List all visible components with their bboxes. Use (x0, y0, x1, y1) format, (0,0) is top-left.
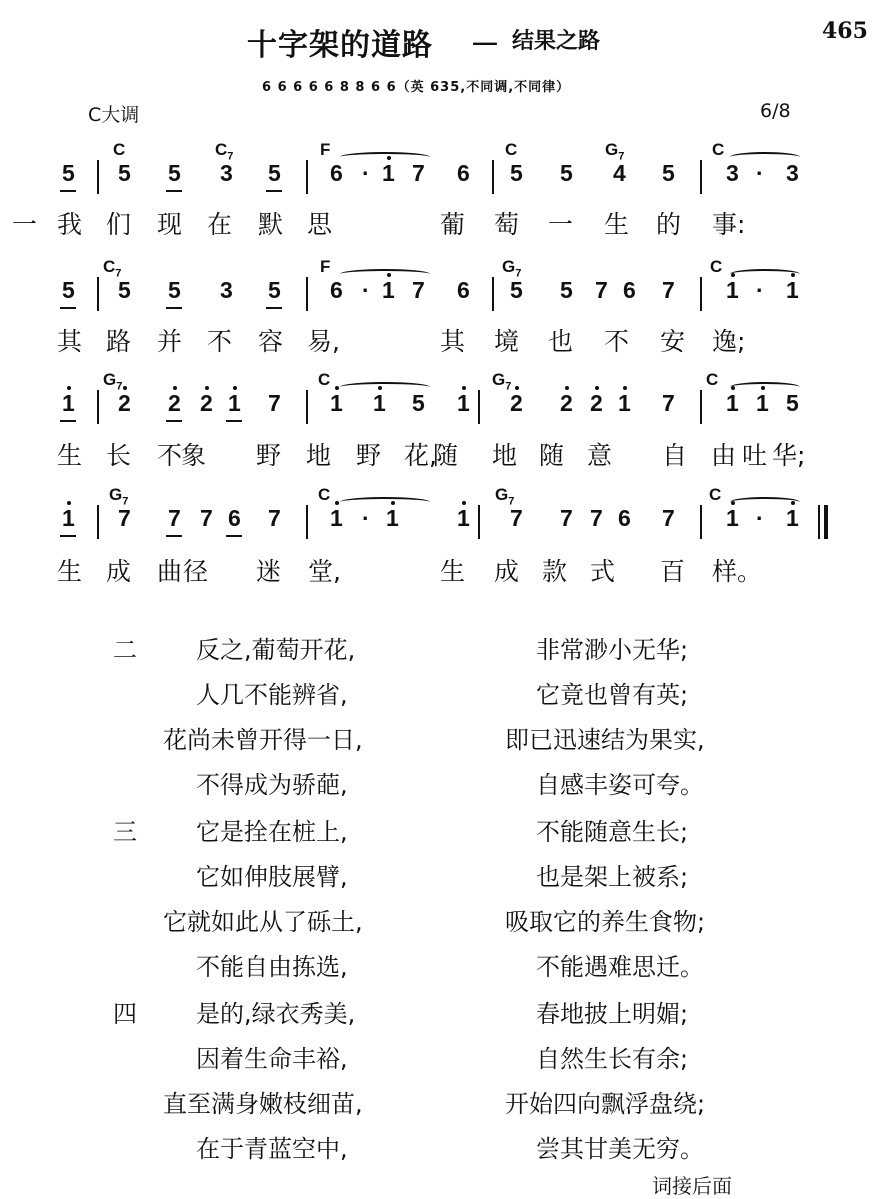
verse-line-left: 反之,葡萄开花, (196, 636, 356, 664)
verse-line-left: 因着生命丰裕, (196, 1045, 348, 1073)
note: 7 (412, 160, 425, 186)
note: 2 (168, 390, 181, 416)
title-dash: － (470, 28, 501, 63)
note: 3 (220, 277, 233, 303)
lyric-syllable: 百 (660, 557, 686, 586)
note: 5 (62, 277, 75, 303)
eighth-underline (166, 307, 182, 309)
note: 7 (268, 505, 281, 531)
chord-symbol: $G_7$ (495, 485, 515, 508)
chord-symbol: C (709, 485, 722, 504)
eighth-underline (226, 535, 242, 537)
verse-line-left: 在于青蓝空中, (196, 1135, 348, 1163)
note: 7 (118, 505, 131, 531)
lyric-syllable: 成 (106, 557, 132, 586)
note: 5 (268, 160, 281, 186)
note: 5 (168, 277, 181, 303)
bar-line (492, 160, 494, 194)
lyric-syllable: 生 (604, 210, 630, 239)
tie-slur (340, 497, 430, 507)
high-octave-dot (462, 386, 466, 390)
lyric-syllable: 在 (207, 210, 233, 239)
note: 1 (726, 390, 739, 416)
eighth-underline (60, 307, 76, 309)
meter-line: 6 6 6 6 6 8 8 6 6（英 635,不同调,不同律） (262, 80, 571, 95)
bar-line (700, 160, 702, 194)
bar-line (478, 505, 480, 539)
bar-line (700, 505, 702, 539)
final-bar-line (818, 505, 820, 539)
high-octave-dot (205, 386, 209, 390)
bar-line (306, 390, 308, 424)
eighth-underline (266, 307, 282, 309)
lyric-syllable: 径 (183, 557, 209, 586)
note: 6 (330, 160, 343, 186)
chord-symbol: F (320, 257, 331, 276)
lyric-syllable: 葡 (440, 210, 466, 239)
note: 1 (786, 277, 799, 303)
lyric-syllable: 默 (258, 210, 284, 239)
bar-line (306, 277, 308, 311)
note: 1 (756, 390, 769, 416)
bar-line (478, 390, 480, 424)
eighth-underline (266, 190, 282, 192)
note: 7 (662, 277, 675, 303)
lyric-syllable: 花, (404, 441, 437, 470)
note: 3 (726, 160, 739, 186)
chord-symbol: C (710, 257, 723, 276)
chord-symbol: C (706, 370, 719, 389)
lyric-syllable: 一 (12, 210, 38, 239)
bar-line (97, 505, 99, 539)
lyric-syllable: 逸; (712, 327, 746, 356)
high-octave-dot (462, 501, 466, 505)
note: 7 (200, 505, 213, 531)
high-octave-dot (565, 386, 569, 390)
eighth-underline (166, 190, 182, 192)
note: 7 (560, 505, 573, 531)
lyric-syllable: 易, (307, 327, 340, 356)
lyric-syllable: 迷 (256, 557, 282, 586)
note: 3 (786, 160, 799, 186)
bar-line (306, 505, 308, 539)
page-number: 465 (822, 18, 868, 44)
time-signature: 6/8 (760, 100, 791, 122)
verse-line-right: 自感丰姿可夸。 (536, 771, 704, 799)
note: 1 (228, 390, 241, 416)
note: 1 (618, 390, 631, 416)
note: 1 (382, 277, 395, 303)
lyric-syllable: 野 (356, 441, 382, 470)
chord-symbol: $G_7$ (605, 140, 625, 163)
eighth-underline (166, 420, 182, 422)
high-octave-dot (335, 501, 339, 505)
lyric-syllable: 我 (57, 210, 83, 239)
note: 1 (457, 505, 470, 531)
lyric-syllable: 自 (662, 441, 688, 470)
note: 7 (662, 390, 675, 416)
lyric-syllable: 长 (106, 441, 132, 470)
chord-symbol: $G_7$ (109, 485, 129, 508)
verse-line-left: 直至满身嫩枝细苗, (163, 1090, 363, 1118)
note: 1 (62, 390, 75, 416)
note: 7 (662, 505, 675, 531)
chord-symbol: $C_7$ (215, 140, 234, 163)
lyric-syllable: 其 (57, 327, 83, 356)
lyric-syllable: 其 (440, 327, 466, 356)
note: · (756, 277, 764, 303)
key-signature: C大调 (88, 104, 140, 126)
lyric-syllable: 安 (660, 327, 686, 356)
note: 5 (560, 160, 573, 186)
lyric-syllable: 成 (494, 557, 520, 586)
lyric-syllable: 不 (157, 441, 183, 470)
note: 5 (510, 277, 523, 303)
note: 1 (373, 390, 386, 416)
note: 7 (168, 505, 181, 531)
note: 7 (510, 505, 523, 531)
note: 2 (510, 390, 523, 416)
lyric-syllable: 事: (712, 210, 746, 239)
lyric-syllable: 华; (772, 441, 806, 470)
high-octave-dot (623, 386, 627, 390)
note: 2 (200, 390, 213, 416)
note: 6 (457, 160, 470, 186)
bar-line (97, 277, 99, 311)
note: 2 (590, 390, 603, 416)
note: 4 (613, 160, 626, 186)
bar-line (97, 160, 99, 194)
verse-line-right: 它竟也曾有英; (536, 681, 689, 709)
lyric-syllable: 野 (256, 441, 282, 470)
lyric-syllable: 地 (492, 441, 518, 470)
note: 1 (726, 505, 739, 531)
lyric-syllable: 式 (590, 557, 616, 586)
note: 5 (510, 160, 523, 186)
note: · (756, 505, 764, 531)
chord-symbol: C (505, 140, 518, 159)
lyric-syllable: 思 (307, 210, 333, 239)
note: 7 (590, 505, 603, 531)
lyric-syllable: 生 (57, 441, 83, 470)
high-octave-dot (335, 386, 339, 390)
lyric-syllable: 们 (106, 210, 132, 239)
note: 1 (786, 505, 799, 531)
note: · (362, 505, 370, 531)
note: 5 (560, 277, 573, 303)
verse-line-right: 也是架上被系; (536, 863, 689, 891)
bar-line (700, 277, 702, 311)
verse-line-right: 即已迅速结为果实, (505, 726, 705, 754)
verse-line-right: 尝其甘美无穷。 (536, 1135, 704, 1163)
note: · (362, 277, 370, 303)
note: 5 (662, 160, 675, 186)
note: 5 (786, 390, 799, 416)
hymn-title: 十字架的道路 (247, 28, 433, 63)
high-octave-dot (123, 386, 127, 390)
note: 3 (220, 160, 233, 186)
verse-number: 二 (113, 636, 137, 664)
eighth-underline (60, 535, 76, 537)
chord-symbol: $G_7$ (502, 257, 522, 280)
eighth-underline (60, 190, 76, 192)
verse-number: 三 (113, 818, 137, 846)
note: 5 (268, 277, 281, 303)
tie-slur (730, 497, 800, 507)
chord-symbol: C (318, 485, 331, 504)
verse-line-left: 不能自由拣选, (196, 953, 348, 981)
note: 6 (330, 277, 343, 303)
verse-line-left: 人几不能辨省, (196, 681, 348, 709)
note: 6 (228, 505, 241, 531)
lyric-syllable: 现 (157, 210, 183, 239)
note: · (756, 160, 764, 186)
tie-slur (340, 382, 430, 392)
lyric-syllable: 样。 (712, 557, 763, 586)
note: 1 (382, 160, 395, 186)
lyric-syllable: 生 (57, 557, 83, 586)
chord-symbol: $G_7$ (103, 370, 123, 393)
chord-symbol: C (113, 140, 126, 159)
note: 2 (560, 390, 573, 416)
note: 7 (268, 390, 281, 416)
bar-line (97, 390, 99, 424)
note: 1 (457, 390, 470, 416)
lyric-syllable: 生 (440, 557, 466, 586)
verse-line-right: 自然生长有余; (536, 1045, 689, 1073)
chord-symbol: F (320, 140, 331, 159)
verse-line-left: 不得成为骄葩, (196, 771, 348, 799)
verse-line-right: 非常渺小无华; (536, 636, 689, 664)
bar-line (306, 160, 308, 194)
lyric-syllable: 曲 (157, 557, 183, 586)
lyric-syllable: 境 (494, 327, 520, 356)
lyric-syllable: 一 (548, 210, 574, 239)
verse-line-left: 是的,绿衣秀美, (196, 1000, 356, 1028)
tie-slur (340, 152, 430, 162)
eighth-underline (166, 535, 182, 537)
lyric-syllable: 容 (258, 327, 284, 356)
verse-line-left: 它如伸肢展臂, (196, 863, 348, 891)
continued-note: 词接后面 (652, 1174, 732, 1198)
note: 1 (386, 505, 399, 531)
final-bar-line (824, 505, 828, 539)
chord-symbol: $G_7$ (492, 370, 512, 393)
lyric-syllable: 由 (711, 441, 737, 470)
verse-line-left: 它是拴在桩上, (196, 818, 348, 846)
verse-line-left: 花尚未曾开得一日, (163, 726, 363, 754)
note: 1 (330, 505, 343, 531)
high-octave-dot (595, 386, 599, 390)
note: 5 (168, 160, 181, 186)
high-octave-dot (173, 386, 177, 390)
note: 7 (595, 277, 608, 303)
lyric-syllable: 不 (604, 327, 630, 356)
tie-slur (730, 269, 800, 279)
verse-line-right: 不能遇难思迁。 (536, 953, 704, 981)
lyric-syllable: 随 (433, 441, 459, 470)
verse-line-right: 吸取它的养生食物; (505, 908, 706, 936)
eighth-underline (226, 420, 242, 422)
note: 1 (330, 390, 343, 416)
lyric-syllable: 的 (656, 210, 682, 239)
note: 5 (118, 277, 131, 303)
lyric-syllable: 吐 (742, 441, 768, 470)
high-octave-dot (67, 501, 71, 505)
lyric-syllable: 也 (548, 327, 574, 356)
tie-slur (730, 382, 800, 392)
note: 6 (457, 277, 470, 303)
lyric-syllable: 意 (587, 441, 613, 470)
hymn-subtitle: 结果之路 (512, 29, 601, 54)
note: 1 (62, 505, 75, 531)
tie-slur (340, 269, 430, 279)
chord-symbol: C (712, 140, 725, 159)
verse-line-right: 春地披上明媚; (536, 1000, 689, 1028)
lyric-syllable: 随 (539, 441, 565, 470)
note: 2 (118, 390, 131, 416)
note: 7 (412, 277, 425, 303)
verse-number: 四 (113, 1000, 137, 1028)
note: 6 (623, 277, 636, 303)
lyric-syllable: 不 (207, 327, 233, 356)
bar-line (492, 277, 494, 311)
verse-line-right: 开始四向飘浮盘绕; (505, 1090, 706, 1118)
note: 5 (118, 160, 131, 186)
verse-line-right: 不能随意生长; (536, 818, 689, 846)
note: 6 (618, 505, 631, 531)
note: 5 (412, 390, 425, 416)
lyric-syllable: 路 (106, 327, 132, 356)
high-octave-dot (515, 386, 519, 390)
eighth-underline (60, 420, 76, 422)
tie-slur (730, 152, 800, 162)
lyric-syllable: 款 (542, 557, 568, 586)
bar-line (700, 390, 702, 424)
lyric-syllable: 堂, (308, 557, 341, 586)
note: · (362, 160, 370, 186)
chord-symbol: C (318, 370, 331, 389)
note: 1 (726, 277, 739, 303)
verse-line-left: 它就如此从了砾土, (163, 908, 363, 936)
chord-symbol: $C_7$ (103, 257, 122, 280)
lyric-syllable: 并 (157, 327, 183, 356)
lyric-syllable: 象 (181, 441, 207, 470)
lyric-syllable: 地 (306, 441, 332, 470)
note: 5 (62, 160, 75, 186)
lyric-syllable: 萄 (494, 210, 520, 239)
high-octave-dot (67, 386, 71, 390)
high-octave-dot (233, 386, 237, 390)
